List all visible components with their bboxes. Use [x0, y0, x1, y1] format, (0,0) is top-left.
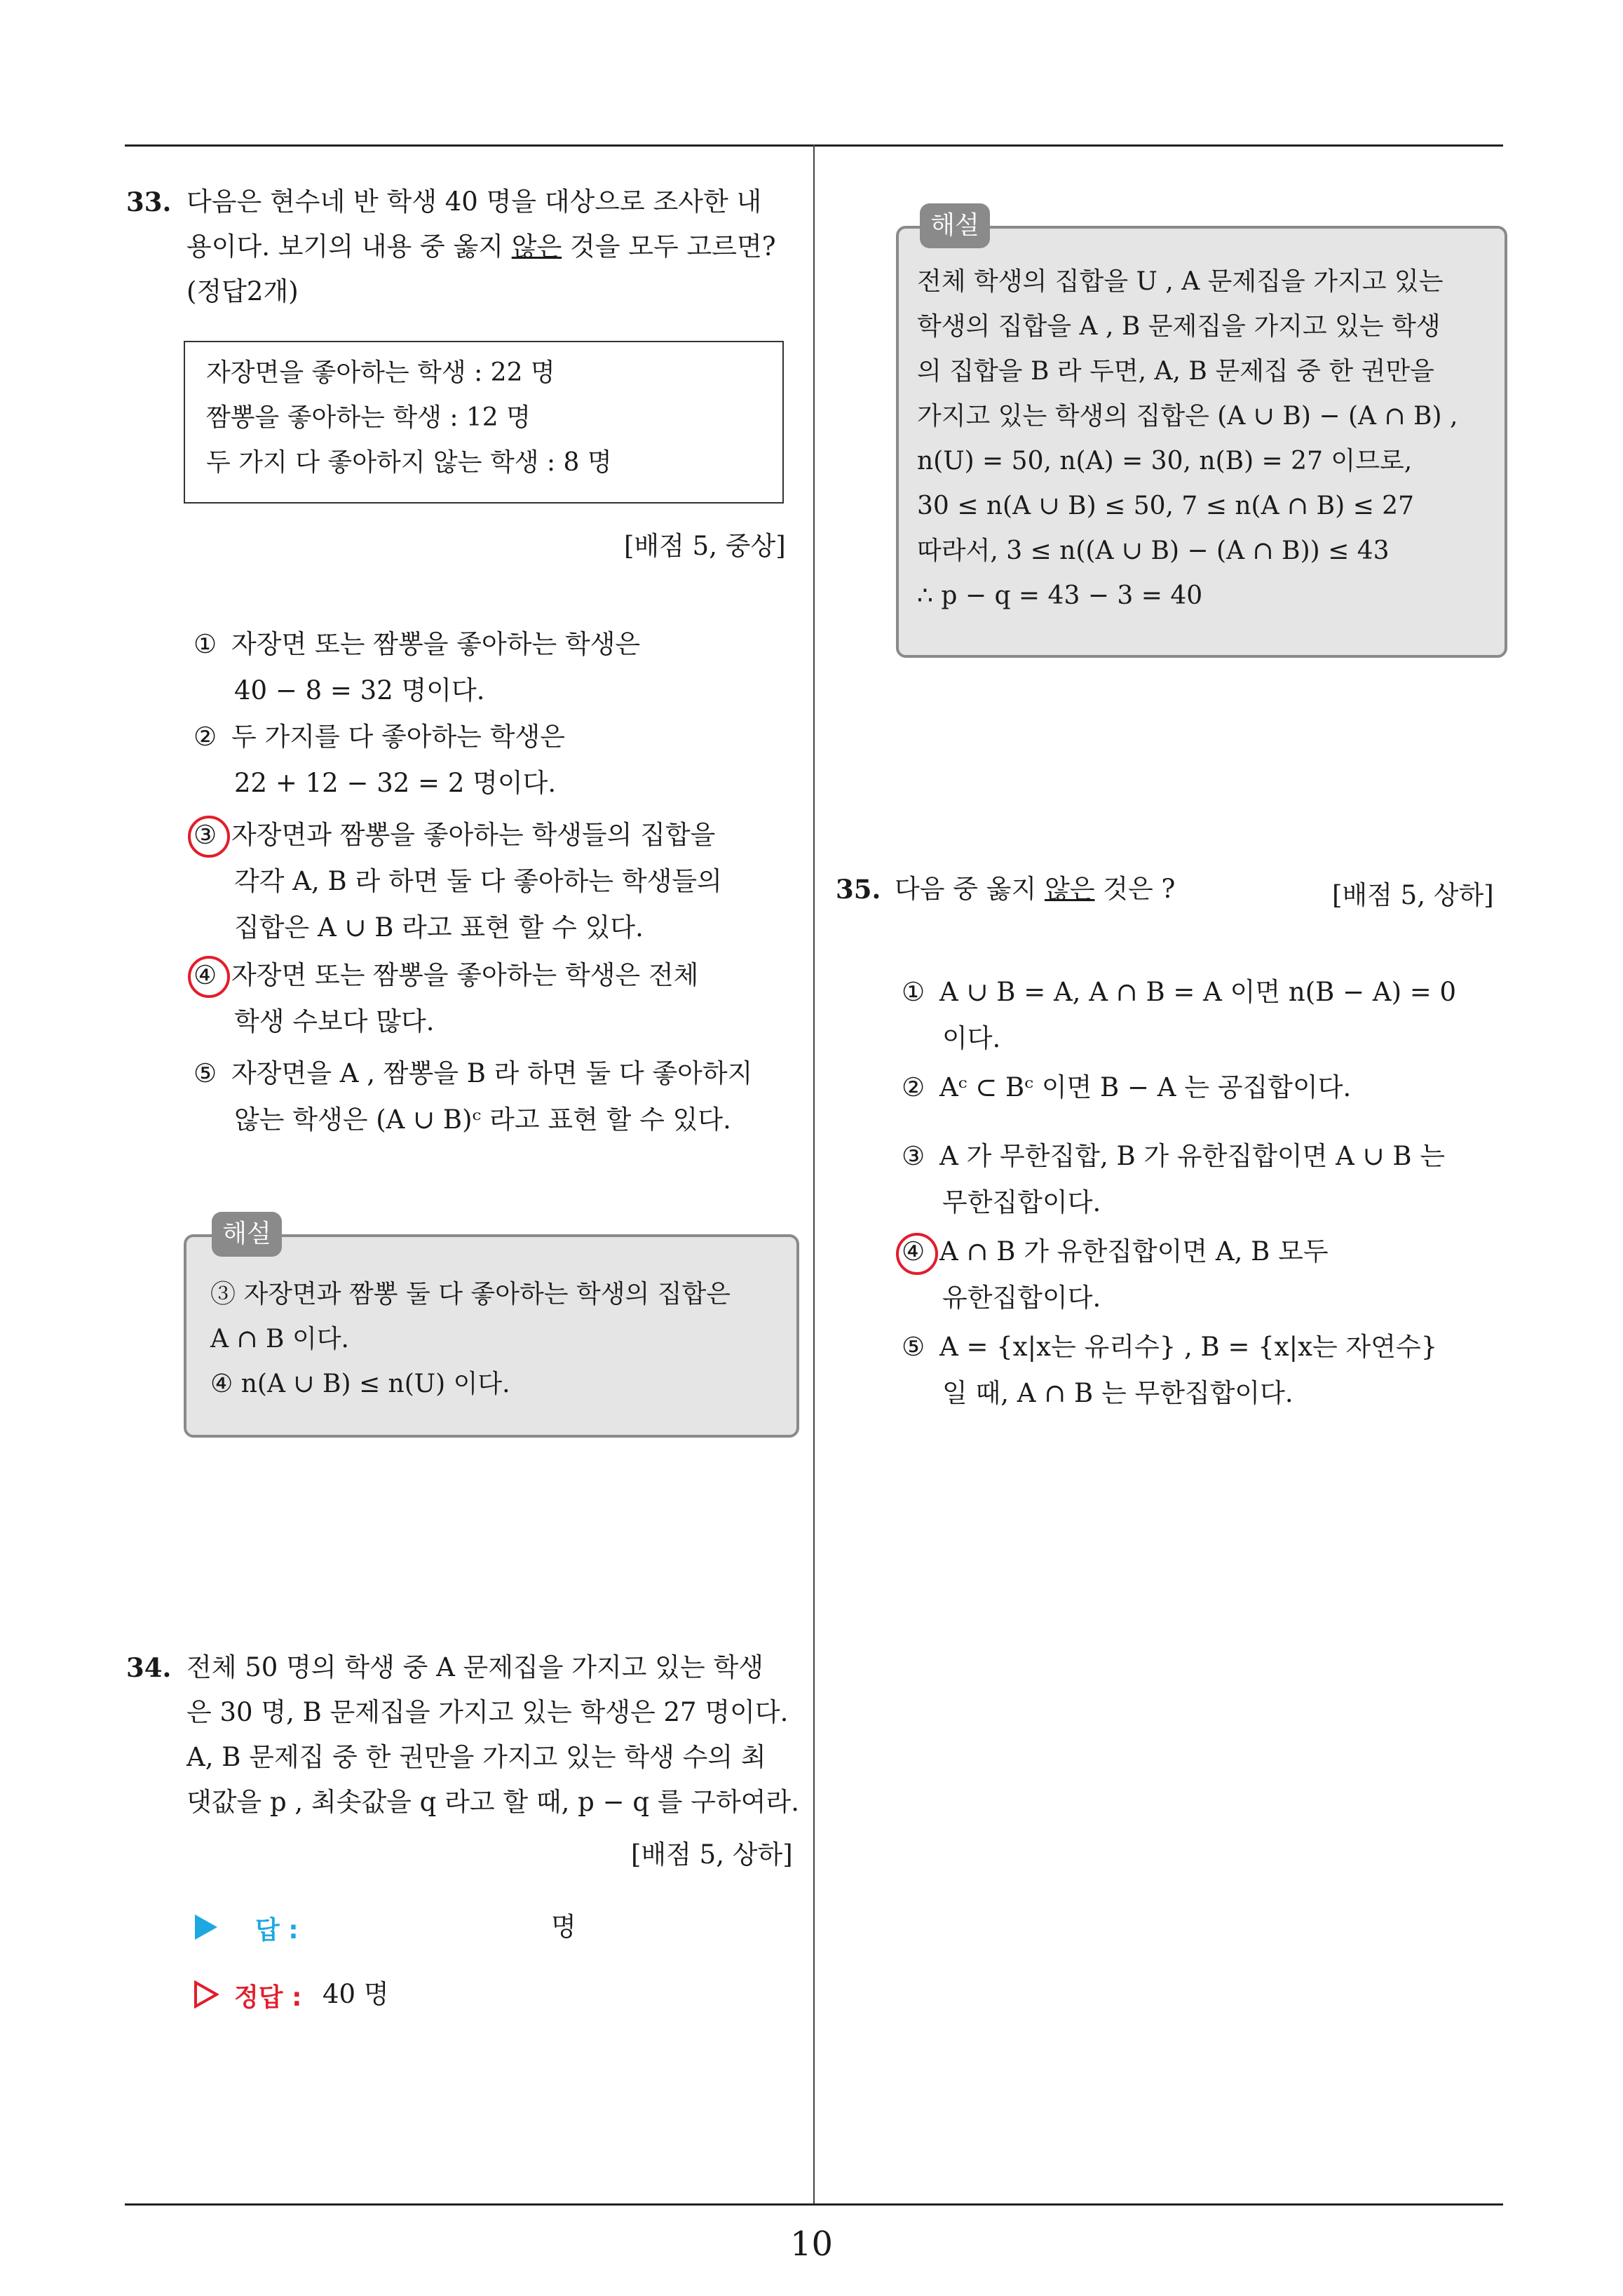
explanation-line: ④ n(A ∪ B) ≤ n(U) 이다.	[210, 1370, 510, 1398]
option-3[interactable]	[902, 1133, 1445, 1226]
explanation-line: 의 집합을 B 라 두면, A, B 문제집 중 한 권만을	[917, 357, 1434, 386]
question-note: (정답2개)	[186, 276, 299, 306]
stem-text: 용이다. 보기의 내용 중 옳지	[186, 231, 512, 262]
question-stem-line: 다음은 현수네 반 학생 40 명을 대상으로 조사한 내	[186, 187, 762, 217]
explanation-box	[184, 1234, 799, 1438]
explanation-line: A ∩ B 이다.	[210, 1325, 349, 1353]
stem-text: 것은 ?	[1094, 874, 1176, 904]
data-box	[184, 341, 784, 504]
score-label: [배점 5, 중상]	[624, 531, 786, 561]
option-text: 이다.	[942, 1023, 1001, 1053]
option-text: 22 + 12 − 32 = 2 명이다.	[234, 768, 557, 798]
correct-answer-value: 40 명	[322, 1979, 389, 2009]
option-number: ⑤	[193, 1058, 217, 1088]
option-text: A = {x|x는 유리수} , B = {x|x는 자연수}	[939, 1332, 1438, 1362]
data-line: 두 가지 다 좋아하지 않는 학생 : 8 명	[206, 448, 612, 477]
option-2[interactable]	[902, 1065, 1351, 1111]
question-stem-line: A, B 문제집 중 한 권만을 가지고 있는 학생 수의 최	[186, 1742, 766, 1772]
explanation-line: ③ 자장면과 짬뽕 둘 다 좋아하는 학생의 집합은	[210, 1280, 731, 1309]
question-number: 35.	[836, 874, 881, 905]
stem-text: 다음 중 옳지	[895, 874, 1045, 904]
bottom-rule	[125, 2203, 1503, 2206]
option-text: 않는 학생은 (A ∪ B)ᶜ 라고 표현 할 수 있다.	[234, 1105, 731, 1135]
correct-arrow-icon	[193, 1980, 219, 2008]
explanation-line: 가지고 있는 학생의 집합은 (A ∪ B) − (A ∩ B) ,	[917, 402, 1458, 431]
answer-unit: 명	[551, 1912, 576, 1942]
option-number: ②	[902, 1072, 925, 1102]
explanation-line: ∴ p − q = 43 − 3 = 40	[917, 581, 1203, 610]
stem-underlined: 않은	[1045, 874, 1095, 904]
option-1[interactable]	[902, 969, 1456, 1062]
option-number: ①	[193, 629, 217, 659]
option-text: 일 때, A ∩ B 는 무한집합이다.	[942, 1378, 1293, 1408]
option-text: 두 가지를 다 좋아하는 학생은	[231, 722, 565, 752]
question-stem-line: 은 30 명, B 문제집을 가지고 있는 학생은 27 명이다.	[186, 1697, 789, 1727]
option-5[interactable]	[902, 1324, 1437, 1417]
option-1[interactable]	[193, 621, 640, 714]
option-text: 자장면을 A , 짬뽕을 B 라 하면 둘 다 좋아하지	[231, 1058, 753, 1088]
option-text: 자장면 또는 짬뽕을 좋아하는 학생은 전체	[231, 960, 699, 990]
explanation-line: 30 ≤ n(A ∪ B) ≤ 50, 7 ≤ n(A ∩ B) ≤ 27	[917, 492, 1414, 520]
data-line: 자장면을 좋아하는 학생 : 22 명	[206, 358, 555, 387]
option-3[interactable]	[193, 812, 722, 951]
option-text: A 가 무한집합, B 가 유한집합이면 A ∪ B 는	[939, 1141, 1446, 1171]
question-stem	[895, 867, 1175, 912]
correct-answer-label: 정답 :	[234, 1983, 302, 2012]
option-text: 유한집합이다.	[942, 1283, 1101, 1313]
question-stem-line: 댓값을 p , 최솟값을 q 라고 할 때, p − q 를 구하여라.	[186, 1787, 800, 1817]
explanation-line: n(U) = 50, n(A) = 30, n(B) = 27 이므로,	[917, 447, 1413, 475]
option-text: 무한집합이다.	[942, 1187, 1101, 1217]
option-text: A ∪ B = A, A ∩ B = A 이면 n(B − A) = 0	[939, 977, 1457, 1007]
question-stem-line: 전체 50 명의 학생 중 A 문제집을 가지고 있는 학생	[186, 1652, 764, 1682]
option-text: 각각 A, B 라 하면 둘 다 좋아하는 학생들의	[234, 866, 722, 896]
explanation-line: 학생의 집합을 A , B 문제집을 가지고 있는 학생	[917, 312, 1441, 341]
score-label: [배점 5, 상하]	[631, 1839, 793, 1870]
answer-arrow-icon	[193, 1913, 219, 1941]
option-number: ⑤	[902, 1332, 925, 1362]
explanation-tag: 해설	[920, 203, 990, 248]
option-number: ②	[193, 722, 217, 752]
stem-text: 것을 모두 고르면?	[562, 231, 776, 262]
option-2[interactable]	[193, 714, 565, 806]
option-text: 학생 수보다 많다.	[234, 1006, 435, 1036]
data-line: 짬뽕을 좋아하는 학생 : 12 명	[206, 403, 531, 432]
option-4[interactable]	[193, 952, 698, 1045]
option-text: 자장면과 짬뽕을 좋아하는 학생들의 집합을	[231, 820, 716, 850]
column-divider	[813, 144, 815, 2205]
option-number: ④	[193, 960, 217, 990]
option-number: ③	[193, 820, 217, 850]
option-text: 자장면 또는 짬뽕을 좋아하는 학생은	[231, 629, 641, 659]
option-number: ③	[902, 1141, 925, 1171]
explanation-tag: 해설	[212, 1212, 282, 1257]
option-text: Aᶜ ⊂ Bᶜ 이면 B − A 는 공집합이다.	[939, 1072, 1352, 1102]
score-label: [배점 5, 상하]	[1332, 880, 1494, 910]
option-text: 40 − 8 = 32 명이다.	[234, 675, 485, 705]
option-4[interactable]	[902, 1229, 1329, 1321]
option-text: 집합은 A ∪ B 라고 표현 할 수 있다.	[234, 912, 644, 943]
option-number: ①	[902, 977, 925, 1007]
option-text: A ∩ B 가 유한집합이면 A, B 모두	[939, 1236, 1329, 1267]
answer-label: 답 :	[255, 1916, 299, 1945]
answer-input[interactable]	[365, 1907, 561, 1941]
option-number: ④	[902, 1236, 925, 1267]
question-number: 33.	[126, 187, 172, 217]
explanation-box	[896, 226, 1507, 658]
question-number: 34.	[126, 1652, 172, 1683]
explanation-line: 따라서, 3 ≤ n((A ∪ B) − (A ∩ B)) ≤ 43	[917, 536, 1390, 565]
question-stem-line	[186, 224, 776, 269]
stem-underlined: 않은	[511, 231, 562, 262]
explanation-line: 전체 학생의 집합을 U , A 문제집을 가지고 있는	[917, 267, 1444, 296]
option-5[interactable]	[193, 1051, 752, 1143]
page-number: 10	[789, 2224, 834, 2264]
